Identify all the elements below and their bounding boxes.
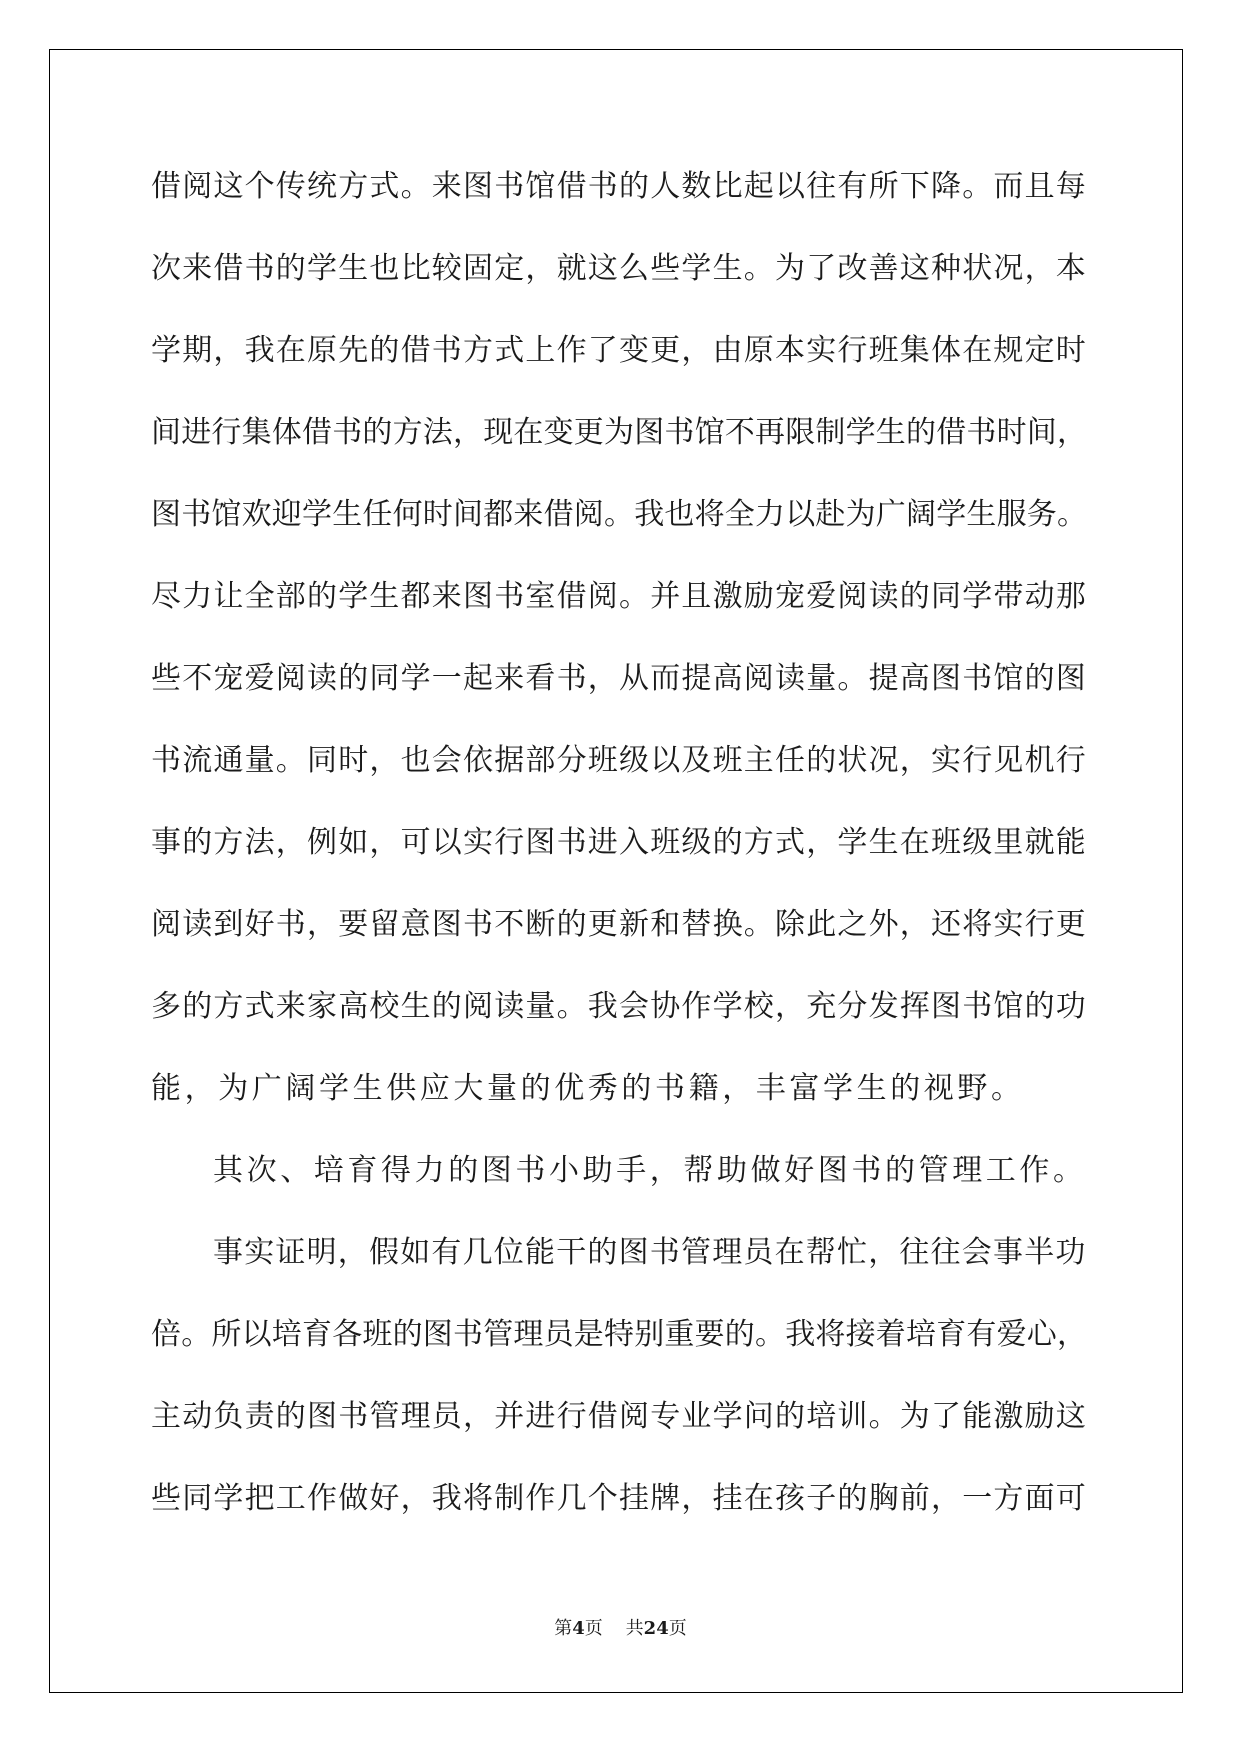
text-line: 借阅这个传统方式。来图书馆借书的人数比起以往有所下降。而且每 [151, 169, 1087, 204]
text-line: 事的方法，例如，可以实行图书进入班级的方式，学生在班级里就能 [151, 825, 1087, 860]
text-line: 间进行集体借书的方法，现在变更为图书馆不再限制学生的借书时间， [151, 415, 1088, 450]
text-line: 倍。所以培育各班的图书管理员是特别重要的。我将接着培育有爱心， [151, 1317, 1088, 1352]
document-body [151, 157, 1091, 1551]
total-page-count: 24 [643, 1618, 669, 1639]
text-line: 尽力让全部的学生都来图书室借阅。并且激励宠爱阅读的同学带动那 [151, 579, 1087, 614]
text-line: 事实证明，假如有几位能干的图书管理员在帮忙，往往会事半功 [213, 1235, 1087, 1270]
text-line: 其次、培育得力的图书小助手，帮助做好图书的管理工作。 [213, 1153, 1087, 1188]
text-line: 学期，我在原先的借书方式上作了变更，由原本实行班集体在规定时 [151, 333, 1087, 368]
text-line: 主动负责的图书管理员，并进行借阅专业学问的培训。为了能激励这 [151, 1399, 1087, 1434]
page-footer [0, 1614, 1241, 1640]
text-line: 些不宠爱阅读的同学一起来看书，从而提高阅读量。提高图书馆的图 [151, 661, 1087, 696]
text-line: 能，为广阔学生供应大量的优秀的书籍，丰富学生的视野。 [151, 1071, 1025, 1106]
text-line: 些同学把工作做好，我将制作几个挂牌，挂在孩子的胸前，一方面可 [151, 1481, 1087, 1516]
text-line: 图书馆欢迎学生任何时间都来借阅。我也将全力以赴为广阔学生服务。 [151, 497, 1088, 532]
page-suffix: 页 [584, 1618, 603, 1639]
total-prefix: 共 [625, 1618, 644, 1639]
text-line: 多的方式来家高校生的阅读量。我会协作学校，充分发挥图书馆的功 [151, 989, 1087, 1024]
text-line: 书流通量。同时，也会依据部分班级以及班主任的状况，实行见机行 [151, 743, 1087, 778]
text-line: 次来借书的学生也比较固定，就这么些学生。为了改善这种状况，本 [151, 251, 1087, 286]
text-line: 阅读到好书，要留意图书不断的更新和替换。除此之外，还将实行更 [151, 907, 1087, 942]
current-page-number: 4 [572, 1618, 585, 1639]
total-suffix: 页 [668, 1618, 687, 1639]
page-prefix: 第 [554, 1618, 573, 1639]
